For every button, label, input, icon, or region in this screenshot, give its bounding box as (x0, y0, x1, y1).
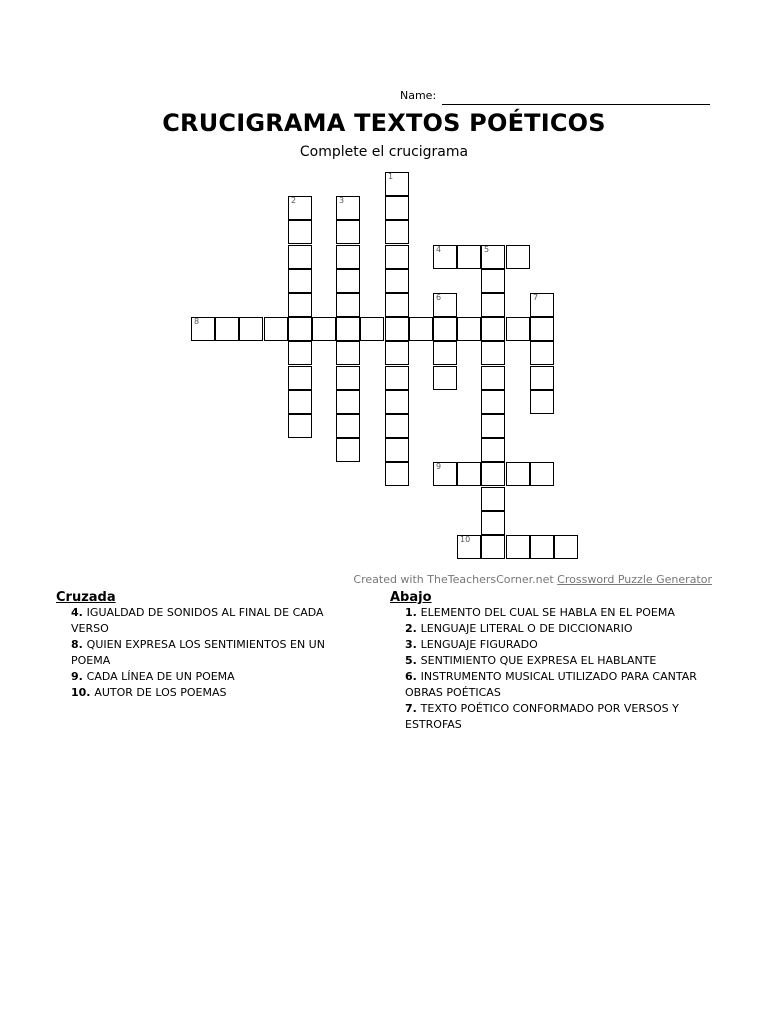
crossword-cell[interactable] (530, 293, 554, 317)
crossword-cell[interactable] (481, 511, 505, 535)
crossword-cell[interactable] (481, 366, 505, 390)
crossword-cell[interactable] (385, 462, 409, 486)
down-clues (390, 590, 710, 733)
crossword-cell[interactable] (288, 269, 312, 293)
subtitle: Complete el crucigrama (299, 144, 469, 160)
crossword-cell[interactable] (433, 293, 457, 317)
crossword-cell[interactable] (288, 414, 312, 438)
clue-item (56, 685, 356, 701)
clue-number: 5 (484, 245, 490, 254)
crossword-cell[interactable] (385, 390, 409, 414)
crossword-cell[interactable] (481, 487, 505, 511)
crossword-cell[interactable] (336, 220, 360, 244)
crossword-cell[interactable] (506, 317, 530, 341)
crossword-cell[interactable] (433, 341, 457, 365)
crossword-cell[interactable] (481, 438, 505, 462)
crossword-cell[interactable] (264, 317, 288, 341)
crossword-cell[interactable] (288, 220, 312, 244)
crossword-cell[interactable] (336, 293, 360, 317)
clue-number: 10 (460, 535, 471, 544)
crossword-cell[interactable] (433, 245, 457, 269)
clue-item-number: 3. (405, 638, 421, 651)
clue-item-text: QUIEN EXPRESA LOS SENTIMIENTOS EN UN POEMA (71, 638, 325, 667)
crossword-cell[interactable] (191, 317, 215, 341)
clue-number: 3 (339, 196, 345, 205)
crossword-cell[interactable] (481, 535, 505, 559)
crossword-cell[interactable] (506, 535, 530, 559)
crossword-cell[interactable] (433, 366, 457, 390)
clue-item (390, 701, 710, 733)
clue-item-text: ELEMENTO DEL CUAL SE HABLA EN EL POEMA (420, 606, 675, 619)
crossword-cell[interactable] (385, 293, 409, 317)
clue-item-number: 2. (405, 622, 421, 635)
across-heading: Cruzada (56, 590, 116, 605)
down-heading: Abajo (390, 590, 432, 605)
clue-item-text: CADA LÍNEA DE UN POEMA (86, 670, 235, 683)
clue-item-number: 5. (405, 654, 421, 667)
crossword-cell[interactable] (530, 462, 554, 486)
crossword-cell[interactable] (385, 196, 409, 220)
clue-item-text: LENGUAJE FIGURADO (420, 638, 538, 651)
crossword-cell[interactable] (288, 196, 312, 220)
crossword-cell[interactable] (215, 317, 239, 341)
crossword-cell[interactable] (481, 269, 505, 293)
crossword-cell[interactable] (433, 462, 457, 486)
clue-item-text: TEXTO POÉTICO CONFORMADO POR VERSOS Y ESTROFAS (405, 702, 679, 731)
crossword-cell[interactable] (336, 196, 360, 220)
clue-item-number: 7. (405, 702, 421, 715)
across-clues (56, 590, 356, 701)
clue-item (390, 621, 710, 637)
crossword-cell[interactable] (554, 535, 578, 559)
clue-item-text: SENTIMIENTO QUE EXPRESA EL HABLANTE (420, 654, 657, 667)
crossword-cell[interactable] (336, 341, 360, 365)
crossword-cell[interactable] (336, 366, 360, 390)
crossword-cell[interactable] (530, 535, 554, 559)
crossword-cell[interactable] (385, 317, 409, 341)
down-list (390, 605, 710, 733)
credit-line (353, 573, 712, 586)
clue-number: 9 (436, 462, 442, 471)
crossword-cell[interactable] (481, 462, 505, 486)
crossword-cell[interactable] (288, 366, 312, 390)
clue-number: 6 (436, 293, 442, 302)
crossword-cell[interactable] (385, 341, 409, 365)
crossword-cell[interactable] (336, 414, 360, 438)
clue-item-number: 9. (71, 670, 87, 683)
clue-item (390, 653, 710, 669)
generator-link[interactable]: Crossword Puzzle Generator (557, 573, 712, 586)
crossword-cell[interactable] (336, 390, 360, 414)
crossword-cell[interactable] (336, 269, 360, 293)
clue-item-number: 6. (405, 670, 421, 683)
page-title: CRUCIGRAMA TEXTOS POÉTICOS (162, 109, 606, 137)
across-list (56, 605, 356, 701)
clue-number: 8 (194, 317, 200, 326)
crossword-cell[interactable] (312, 317, 336, 341)
clue-number: 4 (436, 245, 442, 254)
crossword-cell[interactable] (288, 245, 312, 269)
crossword-cell[interactable] (288, 293, 312, 317)
crossword-cell[interactable] (336, 245, 360, 269)
crossword-cell[interactable] (288, 317, 312, 341)
crossword-cell[interactable] (288, 341, 312, 365)
crossword-cell[interactable] (530, 390, 554, 414)
clue-number: 1 (388, 172, 394, 181)
clue-item (390, 669, 710, 701)
crossword-cell[interactable] (530, 317, 554, 341)
credit-text: Created with TheTeachersCorner.net (353, 573, 554, 586)
clue-number: 2 (291, 196, 297, 205)
crossword-cell[interactable] (409, 317, 433, 341)
crossword-cell[interactable] (457, 245, 481, 269)
crossword-cell[interactable] (506, 245, 530, 269)
crossword-cell[interactable] (530, 341, 554, 365)
crossword-cell[interactable] (481, 317, 505, 341)
crossword-cell[interactable] (457, 317, 481, 341)
crossword-cell[interactable] (336, 438, 360, 462)
crossword-cell[interactable] (385, 366, 409, 390)
crossword-cell[interactable] (481, 245, 505, 269)
clue-item (56, 669, 356, 685)
clue-item-text: IGUALDAD DE SONIDOS AL FINAL DE CADA VERSO (71, 606, 324, 635)
crossword-cell[interactable] (433, 317, 457, 341)
crossword-cell[interactable] (530, 366, 554, 390)
crossword-cell[interactable] (481, 390, 505, 414)
crossword-cell[interactable] (457, 535, 481, 559)
crossword-cell[interactable] (481, 293, 505, 317)
clue-item-text: LENGUAJE LITERAL O DE DICCIONARIO (420, 622, 633, 635)
crossword-cell[interactable] (239, 317, 263, 341)
clue-item-number: 1. (405, 606, 421, 619)
crossword-cell[interactable] (481, 414, 505, 438)
clue-item-text: AUTOR DE LOS POEMAS (94, 686, 227, 699)
crossword-cell[interactable] (481, 341, 505, 365)
clue-number: 7 (533, 293, 539, 302)
crossword-cell[interactable] (360, 317, 384, 341)
clue-item-text: INSTRUMENTO MUSICAL UTILIZADO PARA CANTAR OBRAS POÉTICAS (405, 670, 697, 699)
crossword-cell[interactable] (506, 462, 530, 486)
crossword-cell[interactable] (336, 317, 360, 341)
crossword-cell[interactable] (457, 462, 481, 486)
clue-item (390, 605, 710, 621)
crossword-cell[interactable] (385, 245, 409, 269)
clue-item-number: 4. (71, 606, 87, 619)
crossword-cell[interactable] (385, 269, 409, 293)
crossword-cell[interactable] (288, 390, 312, 414)
clue-item-number: 10. (71, 686, 95, 699)
clue-item (56, 637, 356, 669)
clue-item (56, 605, 356, 637)
crossword-cell[interactable] (385, 414, 409, 438)
crossword-cell[interactable] (385, 220, 409, 244)
crossword-cell[interactable] (385, 172, 409, 196)
crossword-cell[interactable] (385, 438, 409, 462)
clue-item-number: 8. (71, 638, 87, 651)
clue-item (390, 637, 710, 653)
name-label: Name: (400, 89, 437, 102)
